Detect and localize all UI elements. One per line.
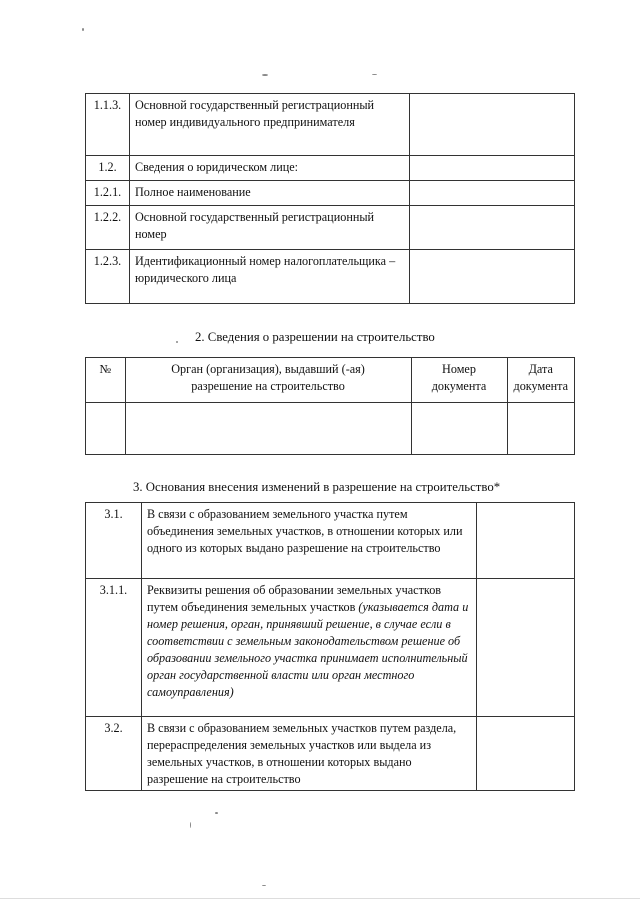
row-number: 3.1.: [86, 503, 142, 579]
row-label: Сведения о юридическом лице:: [130, 156, 410, 181]
table-row: [86, 403, 575, 455]
cell-doc-number: [411, 403, 507, 455]
row-number: 3.1.1.: [86, 579, 142, 717]
scan-edge-line: [0, 898, 640, 899]
header-doc-number: Номер документа: [411, 358, 507, 403]
row-note: (указывается дата и номер решения, орган, принявший решение, в случае если в соответствии с земельным законодательством решение об образовании земельного участка принимает исполнительный орган государственной власти или орган местного самоуправления): [147, 600, 469, 699]
cell-organ: [125, 403, 411, 455]
row-value: [477, 579, 575, 717]
scan-speck: [215, 812, 218, 814]
row-text: В связи с образованием земельных участков путем раздела, перераспределения земельных участков или выдела из земельных участков, в отношении которых выдано разрешение на строительство: [147, 721, 457, 786]
row-value: [477, 503, 575, 579]
row-value: [477, 717, 575, 791]
table-row: [86, 156, 575, 181]
scan-speck: [190, 822, 191, 828]
scan-speck: [372, 74, 377, 75]
row-value: [410, 156, 575, 181]
row-label: Полное наименование: [130, 181, 410, 206]
table-row: [86, 94, 575, 156]
scan-speck: [262, 74, 268, 76]
table-row: [86, 181, 575, 206]
row-value: [410, 181, 575, 206]
row-number: 1.2.: [86, 156, 130, 181]
row-label: [142, 717, 477, 791]
table-row: [86, 206, 575, 250]
change-grounds-table: [85, 502, 575, 791]
table-header-row: [86, 358, 575, 403]
table-row: [86, 579, 575, 717]
scan-speck: [82, 28, 84, 31]
row-number: 1.2.3.: [86, 250, 130, 304]
row-number: 1.2.1.: [86, 181, 130, 206]
table-row: [86, 717, 575, 791]
row-label: Основной государственный регистрационный номер индивидуального предпринимателя: [130, 94, 410, 156]
scan-speck: [176, 341, 178, 343]
row-label: Идентификационный номер налогоплательщика – юридического лица: [130, 250, 410, 304]
cell-doc-date: [507, 403, 575, 455]
row-number: 1.2.2.: [86, 206, 130, 250]
row-text: Реквизиты решения об образовании земельных участков путем объединения земельных участков: [147, 583, 442, 614]
header-doc-date: Дата документа: [507, 358, 575, 403]
row-value: [410, 250, 575, 304]
header-organ: Орган (организация), выдавший (-ая) разрешение на строительство: [125, 358, 411, 403]
row-text: В связи с образованием земельного участка путем объединения земельных участков, в отношении которых или одного из которых выдано разрешение на строительство: [147, 507, 463, 555]
row-label: [142, 503, 477, 579]
section-2-heading: 2. Сведения о разрешении на строительство: [195, 330, 435, 344]
section-3-heading: 3. Основания внесения изменений в разрешение на строительство*: [133, 480, 501, 494]
applicant-info-table: [85, 93, 575, 304]
header-number: №: [86, 358, 126, 403]
table-row: [86, 503, 575, 579]
table-row: [86, 250, 575, 304]
permit-info-table: [85, 357, 575, 455]
row-label: [142, 579, 477, 717]
cell-number: [86, 403, 126, 455]
row-number: 3.2.: [86, 717, 142, 791]
row-value: [410, 206, 575, 250]
scan-speck: [262, 885, 266, 886]
row-label: Основной государственный регистрационный номер: [130, 206, 410, 250]
row-number: 1.1.3.: [86, 94, 130, 156]
row-value: [410, 94, 575, 156]
